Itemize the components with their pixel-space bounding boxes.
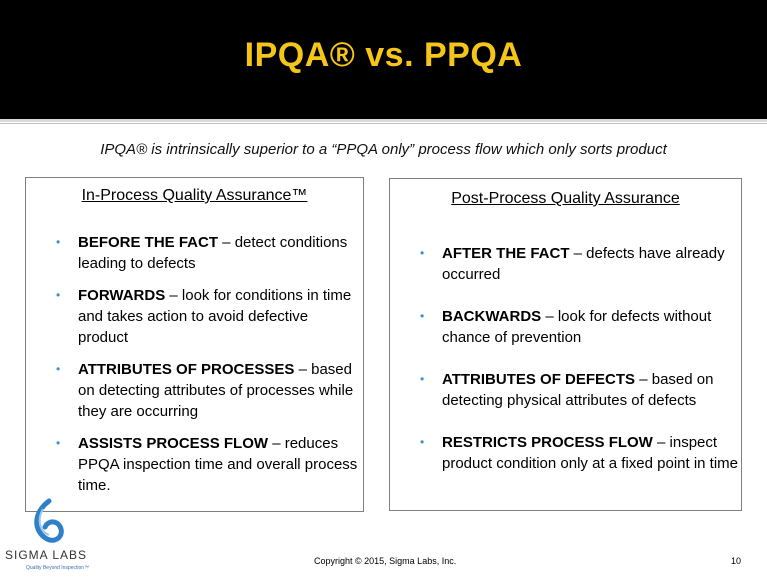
list-item: • BEFORE THE FACT – detect conditions leading to defects	[56, 234, 348, 272]
bullet-icon: •	[56, 235, 61, 249]
copyright-notice: Copyright © 2015, Sigma Labs, Inc.	[314, 556, 457, 566]
ppqa-box	[389, 178, 742, 511]
ipqa-box	[25, 177, 364, 512]
bullet-icon: •	[420, 246, 425, 260]
page-number: 10	[731, 556, 742, 566]
bullet-icon: •	[56, 288, 61, 302]
list-item: • ATTRIBUTES OF PROCESSES – based on detecting attributes of processes while they are occurring	[56, 361, 354, 420]
company-name: SIGMA LABS	[5, 548, 88, 562]
list-item: • RESTRICTS PROCESS FLOW – inspect product condition only at a fixed point in time	[420, 434, 739, 472]
company-tagline: Quality Beyond Inspection™	[26, 565, 90, 571]
bullet-icon: •	[420, 435, 425, 449]
list-item: • AFTER THE FACT – defects have already occurred	[420, 245, 725, 283]
ppqa-heading: Post-Process Quality Assurance	[451, 190, 680, 207]
bullet-icon: •	[420, 372, 425, 386]
list-item: • BACKWARDS – look for defects without chance of prevention	[420, 308, 712, 346]
bullet-icon: •	[56, 436, 61, 450]
list-item: • ATTRIBUTES OF DEFECTS – based on detecting physical attributes of defects	[420, 371, 714, 409]
ipqa-heading: In-Process Quality Assurance™	[81, 187, 308, 204]
ipqa-list	[56, 232, 358, 496]
bullet-icon: •	[420, 309, 425, 323]
divider	[0, 119, 767, 122]
sigma-labs-logo-icon	[3, 497, 103, 575]
list-item: • ASSISTS PROCESS FLOW – reduces PPQA inspection time and overall process time.	[56, 435, 358, 494]
list-item: • FORWARDS – look for conditions in time and takes action to avoid defective product	[56, 287, 352, 346]
slide-title: IPQA® vs. PPQA	[244, 36, 523, 74]
slide-subtitle: IPQA® is intrinsically superior to a “PPQA only” process flow which only sorts product	[100, 141, 667, 158]
ppqa-list	[420, 243, 739, 474]
divider-thin	[0, 123, 767, 124]
bullet-icon: •	[56, 362, 61, 376]
